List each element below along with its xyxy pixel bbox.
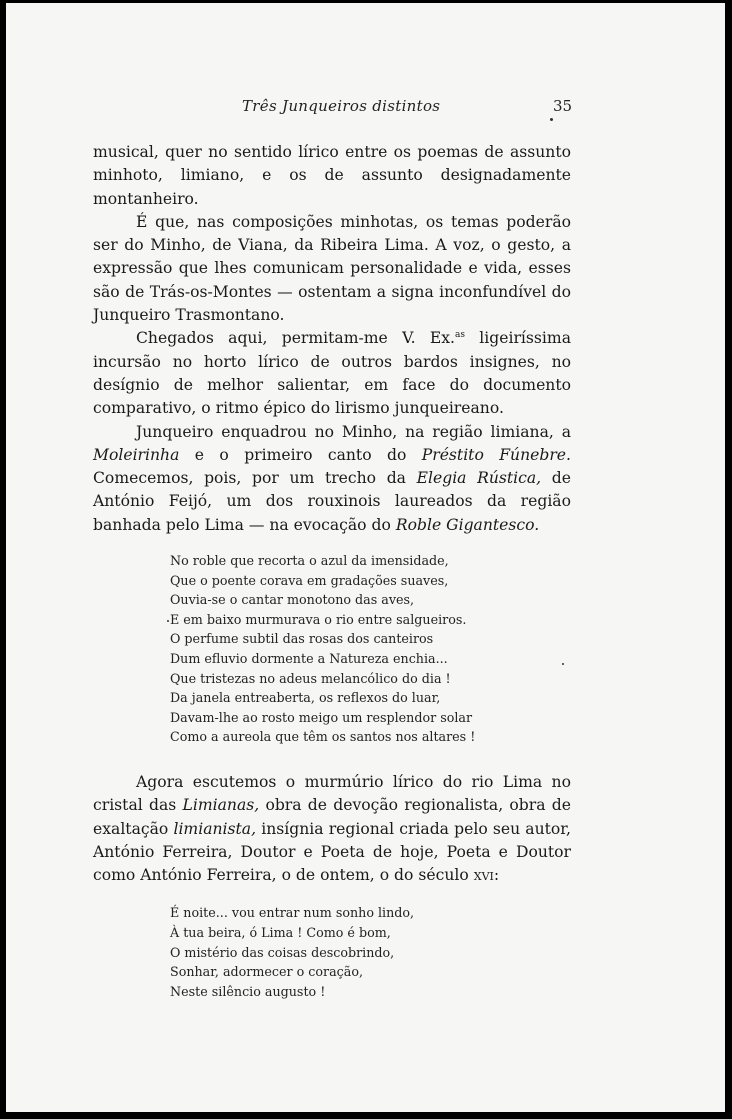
- title-limianas: Limianas,: [182, 796, 260, 815]
- paragraph-4: [93, 421, 571, 537]
- verse-block-2: [170, 903, 571, 1001]
- title-moleirinha: Moleirinha: [93, 445, 180, 464]
- paragraph-2: É que, nas composições minhotas, os temas poderão ser do Minho, de Viana, da Ribeira Lima. A voz, o gesto, a expressão que lhes comunicam personalidade e vida, esses são de Trás-os-Montes — ostentam a signa inconfundível do Junqueiro Trasmontano.: [93, 212, 571, 325]
- verse-line: É noite... vou entrar num sonho lindo,: [170, 905, 415, 921]
- page-number: 35: [553, 97, 573, 115]
- verse-line: Ouvia-se o cantar monotono das aves,: [170, 592, 415, 608]
- verse-line: O mistério das coisas descobrindo,: [170, 944, 395, 960]
- paragraph-3-text-b: ligeiríssima incursão no horto lírico de outros bardos insignes, no desígnio de melhor salientar, em face do documento comparativo, o ritmo épico do lirismo junqueireano.: [93, 329, 571, 418]
- book-page: [6, 3, 725, 1112]
- paragraph-5-text-d: :: [493, 866, 500, 885]
- paragraph-3-text-a: Chegados aqui, permitam-me V. Ex.: [136, 329, 456, 348]
- verse-line: O perfume subtil das rosas dos canteiros: [170, 631, 434, 647]
- title-prestito-funebre: Préstito Fúnebre.: [421, 445, 571, 464]
- verse-line: À tua beira, ó Lima ! Como é bom,: [170, 925, 391, 941]
- verse-line: Que tristezas no adeus melancólico do dia !: [170, 670, 451, 686]
- running-title: Três Junqueiros distintos: [242, 97, 441, 115]
- paragraph-5-text-a: Agora escutemos o murmúrio lírico do rio Lima no cristal das: [93, 772, 571, 815]
- verse-line: Da janela entreaberta, os reflexos do luar,: [170, 690, 441, 706]
- verse-line: Neste silêncio augusto !: [170, 983, 326, 999]
- term-limianista: limianista,: [173, 819, 257, 838]
- paragraph-3: [93, 327, 571, 420]
- title-elegia-rustica: Elegia Rústica,: [416, 469, 542, 488]
- verse-block-1: [170, 551, 571, 747]
- paragraph-5-text-c: insígnia regional criada pelo seu autor, António Ferreira, Doutor e Poeta de hoje, Poeta e Doutor como António Ferreira, o de ontem, o do século: [93, 819, 571, 885]
- dust-speck: [562, 663, 564, 665]
- verse-line: Davam-lhe ao rosto meigo um resplendor solar: [170, 709, 473, 725]
- verse-line: No roble que recorta o azul da imensidade,: [170, 553, 449, 569]
- superscript: as: [455, 330, 465, 341]
- paragraph-4-text-d: de António Feijó, um dos rouxinois laureados da região banhada pelo Lima — na evocação do: [93, 469, 571, 534]
- century-numeral: xvi: [473, 866, 494, 885]
- page-body: [93, 141, 571, 1001]
- dust-speck: [550, 118, 553, 121]
- verse-line: Dum efluvio dormente a Natureza enchia...: [170, 651, 448, 667]
- title-roble-gigantesco: Roble Gigantesco.: [395, 515, 540, 534]
- paragraph-5: [93, 771, 571, 887]
- verse-line: Como a aureola que têm os santos nos altares !: [170, 729, 476, 745]
- paragraph-4-text-a: Junqueiro enquadrou no Minho, na região limiana, a: [136, 422, 571, 441]
- paragraph-1: musical, quer no sentido lírico entre os poemas de assunto minhoto, limiano, e os de assunto designadamente montanheiro.: [93, 143, 571, 208]
- paragraph-4-text-c: Comecemos, pois, por um trecho da: [93, 469, 417, 488]
- verse-line: Que o poente corava em gradações suaves,: [170, 572, 449, 588]
- verse-line: E em baixo murmurava o rio entre salgueiros.: [170, 611, 467, 627]
- dust-speck: [167, 620, 169, 622]
- paragraph-4-text-b: e o primeiro canto do: [179, 445, 422, 464]
- verse-line: Sonhar, adormecer o coração,: [170, 964, 363, 980]
- paragraph-5-text-b: obra de devoção regionalista, obra de exaltação: [93, 796, 571, 838]
